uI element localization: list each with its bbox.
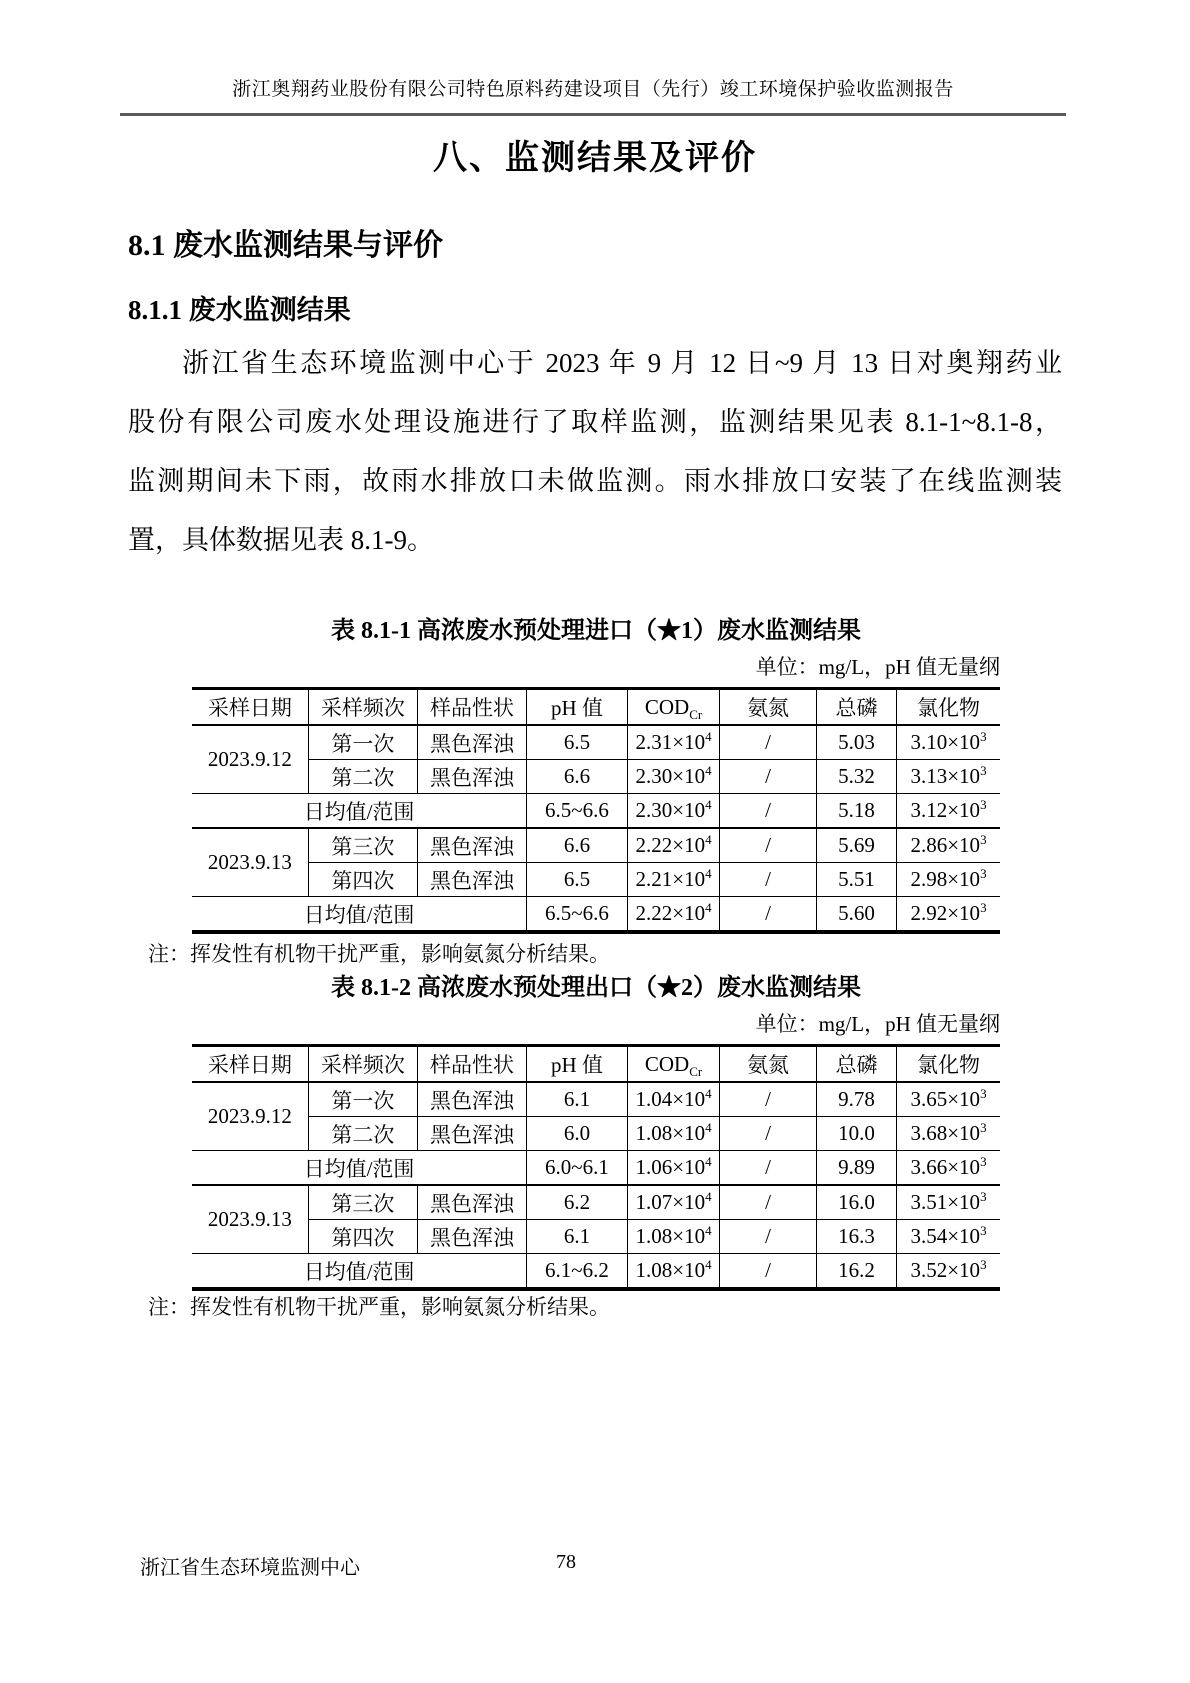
table-row (192, 897, 1000, 933)
table-cell: 6.6 (527, 828, 628, 863)
table-cell: 6.2 (527, 1185, 628, 1220)
column-header: 样品性状 (417, 689, 526, 726)
table-cell: 第三次 (308, 1185, 417, 1220)
table-cell: $1.08\times 10^4$ (627, 1117, 719, 1151)
date-cell: 2023.9.13 (192, 828, 308, 897)
table-cell: / (720, 1254, 817, 1290)
table-cell: 6.5~6.6 (527, 897, 628, 933)
table-cell: $2.30\times 10^4$ (627, 760, 719, 794)
table-cell: / (720, 863, 817, 897)
column-header: 氨氮 (720, 1046, 817, 1083)
table-cell: $1.06\times 10^4$ (627, 1151, 719, 1186)
table-row (192, 1254, 1000, 1290)
table-cell: / (720, 1185, 817, 1220)
table-cell: $2.98\times 10^3$ (897, 863, 1000, 897)
column-header: 采样日期 (192, 689, 308, 726)
table-cell: $3.65\times 10^3$ (897, 1082, 1000, 1117)
table-cell: 6.1 (527, 1082, 628, 1117)
date-cell: 2023.9.12 (192, 725, 308, 794)
table-cell: $3.54\times 10^3$ (897, 1220, 1000, 1254)
column-header: 氨氮 (720, 689, 817, 726)
table-cell: 6.5 (527, 725, 628, 760)
table-cell: 黑色浑浊 (417, 1220, 526, 1254)
column-header: $COD_{Cr}$ (627, 689, 719, 726)
table-cell: 黑色浑浊 (417, 1117, 526, 1151)
table-block-8-1-1 (192, 616, 1000, 934)
table-cell: 黑色浑浊 (417, 828, 526, 863)
table-cell: 黑色浑浊 (417, 863, 526, 897)
summary-label-cell: 日均值/范围 (192, 794, 527, 829)
unit-note: 单位：mg/L，pH 值无量纲 (755, 1012, 1000, 1036)
column-header: 采样频次 (308, 1046, 417, 1083)
table-cell: $1.08\times 10^4$ (627, 1220, 719, 1254)
column-header: 总磷 (817, 689, 897, 726)
table-cell: $3.51\times 10^3$ (897, 1185, 1000, 1220)
table-cell: $1.07\times 10^4$ (627, 1185, 719, 1220)
table-row (192, 760, 1000, 794)
table-row (192, 1117, 1000, 1151)
table-cell: / (720, 760, 817, 794)
column-header: 采样频次 (308, 689, 417, 726)
table-cell: 第四次 (308, 1220, 417, 1254)
table-cell: 黑色浑浊 (417, 760, 526, 794)
table-cell: / (720, 828, 817, 863)
table-cell: 5.60 (817, 897, 897, 933)
table-cell: 第三次 (308, 828, 417, 863)
table-cell: 黑色浑浊 (417, 1185, 526, 1220)
table-row (192, 828, 1000, 863)
paragraph-line: 监测期间未下雨，故雨水排放口未做监测。雨水排放口安装了在线监测装 (128, 466, 1062, 496)
table-row (192, 1151, 1000, 1186)
table-cell: 6.0~6.1 (527, 1151, 628, 1186)
column-header: 氯化物 (897, 1046, 1000, 1083)
footer-organization: 浙江省生态环境监测中心 (140, 1557, 360, 1579)
table-cell: / (720, 1220, 817, 1254)
table-cell: 9.89 (817, 1151, 897, 1186)
table-cell: 6.1~6.2 (527, 1254, 628, 1290)
page-number: 78 (556, 1551, 576, 1573)
table-cell: 5.18 (817, 794, 897, 829)
table-cell: $2.22\times 10^4$ (627, 828, 719, 863)
table-cell: $3.68\times 10^3$ (897, 1117, 1000, 1151)
monitoring-table (192, 687, 1000, 934)
summary-label-cell: 日均值/范围 (192, 897, 527, 933)
table-cell: 5.03 (817, 725, 897, 760)
table-cell: / (720, 1117, 817, 1151)
table-row (192, 1220, 1000, 1254)
table-row (192, 1185, 1000, 1220)
column-header: pH 值 (527, 1046, 628, 1083)
chapter-title: 八、监测结果及评价 (433, 140, 757, 177)
date-cell: 2023.9.12 (192, 1082, 308, 1151)
table-cell: / (720, 794, 817, 829)
table-cell: 第一次 (308, 1082, 417, 1117)
table-cell: $1.04\times 10^4$ (627, 1082, 719, 1117)
table-title-8-1-1: 表 8.1-1 高浓废水预处理进口（★1）废水监测结果 (331, 618, 861, 644)
body-paragraph (128, 334, 1062, 570)
section-heading-8-1: 8.1 废水监测结果与评价 (128, 229, 443, 262)
table-row (192, 1082, 1000, 1117)
column-header: 氯化物 (897, 689, 1000, 726)
table-cell: 6.5~6.6 (527, 794, 628, 829)
table-container (192, 1044, 1000, 1291)
table-cell: $2.22\times 10^4$ (627, 897, 719, 933)
table-cell: $2.86\times 10^3$ (897, 828, 1000, 863)
table-cell: $2.92\times 10^3$ (897, 897, 1000, 933)
table-cell: 6.5 (527, 863, 628, 897)
table-cell: 16.2 (817, 1254, 897, 1290)
table-cell: 6.0 (527, 1117, 628, 1151)
table-block-8-1-2 (192, 973, 1000, 1291)
table-cell: 第四次 (308, 863, 417, 897)
table-cell: 9.78 (817, 1082, 897, 1117)
table-cell: $2.21\times 10^4$ (627, 863, 719, 897)
table-cell: $3.12\times 10^3$ (897, 794, 1000, 829)
table-cell: / (720, 1082, 817, 1117)
unit-note: 单位：mg/L，pH 值无量纲 (755, 655, 1000, 679)
table-row (192, 794, 1000, 829)
table-cell: 6.6 (527, 760, 628, 794)
table-cell: $3.13\times 10^3$ (897, 760, 1000, 794)
table-cell: 10.0 (817, 1117, 897, 1151)
table-note-8-1-2: 注：挥发性有机物干扰严重，影响氨氮分析结果。 (148, 1295, 610, 1319)
table-cell: 5.69 (817, 828, 897, 863)
table-cell: 黑色浑浊 (417, 1082, 526, 1117)
table-cell: 16.3 (817, 1220, 897, 1254)
table-cell: / (720, 897, 817, 933)
document-header: 浙江奥翔药业股份有限公司特色原料药建设项目（先行）竣工环境保护验收监测报告 (120, 74, 1066, 116)
table-cell: 16.0 (817, 1185, 897, 1220)
column-header: 总磷 (817, 1046, 897, 1083)
column-header: $COD_{Cr}$ (627, 1046, 719, 1083)
table-cell: $3.52\times 10^3$ (897, 1254, 1000, 1290)
table-note-8-1-1: 注：挥发性有机物干扰严重，影响氨氮分析结果。 (148, 942, 610, 966)
table-cell: 6.1 (527, 1220, 628, 1254)
monitoring-table (192, 1044, 1000, 1291)
table-container (192, 687, 1000, 934)
table-row (192, 863, 1000, 897)
column-header: 采样日期 (192, 1046, 308, 1083)
table-title-8-1-2: 表 8.1-2 高浓废水预处理出口（★2）废水监测结果 (331, 975, 861, 1001)
table-cell: 5.32 (817, 760, 897, 794)
table-cell: $3.66\times 10^3$ (897, 1151, 1000, 1186)
table-cell: 第二次 (308, 1117, 417, 1151)
table-cell: / (720, 1151, 817, 1186)
table-cell: 第二次 (308, 760, 417, 794)
table-cell: 5.51 (817, 863, 897, 897)
table-cell: / (720, 725, 817, 760)
paragraph-line: 置，具体数据见表 8.1-9。 (128, 525, 434, 555)
table-cell: 黑色浑浊 (417, 725, 526, 760)
table-cell: 第一次 (308, 725, 417, 760)
column-header: 样品性状 (417, 1046, 526, 1083)
summary-label-cell: 日均值/范围 (192, 1151, 527, 1186)
date-cell: 2023.9.13 (192, 1185, 308, 1254)
table-cell: $2.30\times 10^4$ (627, 794, 719, 829)
table-cell: $1.08\times 10^4$ (627, 1254, 719, 1290)
subsection-heading-8-1-1: 8.1.1 废水监测结果 (128, 295, 351, 325)
paragraph-line: 股份有限公司废水处理设施进行了取样监测，监测结果见表 8.1-1~8.1-8， (128, 407, 1062, 437)
table-row (192, 725, 1000, 760)
summary-label-cell: 日均值/范围 (192, 1254, 527, 1290)
table-cell: $3.10\times 10^3$ (897, 725, 1000, 760)
paragraph-line: 浙江省生态环境监测中心于 2023 年 9 月 12 日~9 月 13 日对奥翔药业 (182, 348, 1062, 378)
table-cell: $2.31\times 10^4$ (627, 725, 719, 760)
column-header: pH 值 (527, 689, 628, 726)
